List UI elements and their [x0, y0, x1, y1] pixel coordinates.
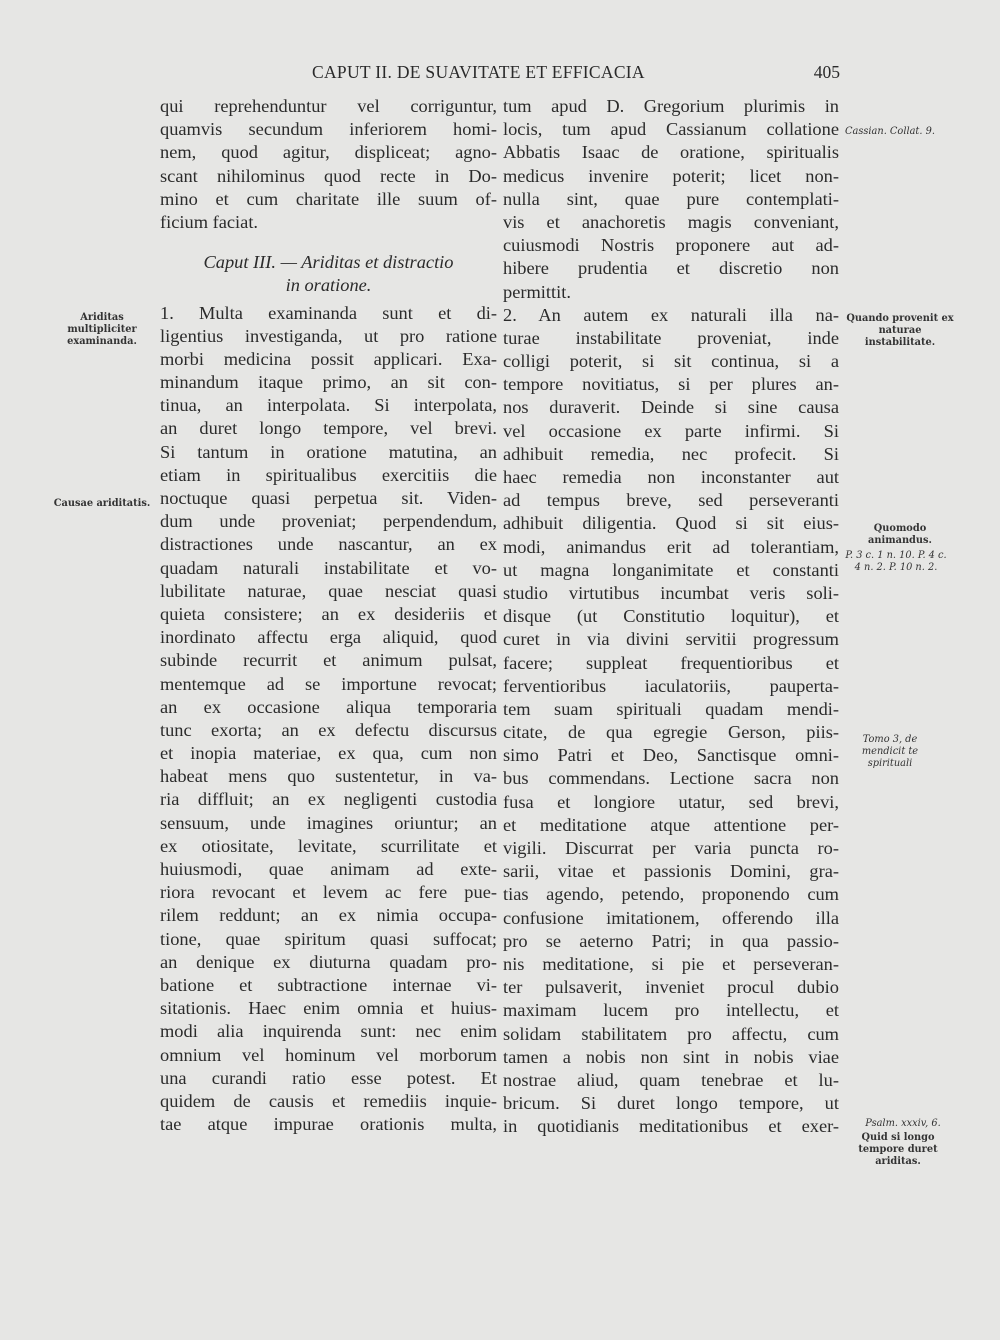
text-line: simo Patri et Deo, Sanctisque omni-	[503, 745, 839, 766]
text-line: scant nihilominus quod recte in Do-	[160, 165, 497, 186]
text-line: haec remedia non inconstanter aut	[503, 467, 839, 487]
text-line: solidam stabilitatem pro affectu, cum	[503, 1023, 839, 1044]
margin-note-causae: Causae ariditatis.	[53, 498, 151, 509]
margin-note-cassian: Cassian. Collat. 9.	[845, 126, 935, 137]
text-line: an duret longo tempore, vel brevi.	[160, 418, 497, 439]
text-line: disque (ut Constitutio loquitur), et	[503, 606, 839, 627]
margin-note-tomo: Tomo 3, de mendicit te spirituali	[861, 734, 919, 769]
text-line: nostrae aliud, quam tenebrae et lu-	[503, 1069, 839, 1090]
text-line: huiusmodi, quae animam ad exte-	[160, 859, 497, 879]
text-line: habeat mens quo sustentetur, in va-	[160, 766, 497, 787]
text-line: Caput III. — Ariditas et distractio	[203, 252, 454, 273]
margin-note-quomodo: Quomodo animandus.	[868, 523, 932, 546]
text-line: medicus invenire poterit; licet non-	[503, 165, 839, 186]
text-line: an ex occasione aliqua temporaria	[160, 696, 497, 717]
text-line: lubilitate naturae, quae nesciat quasi	[160, 580, 497, 601]
text-line: an denique ex diuturna quadam pro-	[160, 951, 497, 972]
text-line: nis meditatione, si pie et perseveran-	[503, 953, 839, 974]
text-line: bricum. Si duret longo tempore, ut	[503, 1093, 839, 1114]
text-line: noctuque quasi perpetua sit. Viden-	[160, 488, 497, 508]
text-line: vigili. Discurrat per varia puncta ro-	[503, 838, 839, 858]
text-line: qui reprehenduntur vel corriguntur,	[160, 96, 497, 116]
text-line: ligentius investiganda, ut pro ratione	[160, 325, 497, 346]
text-line: quidem de causis et remediis inquie-	[160, 1090, 497, 1111]
text-line: confusione imitationem, offerendo illa	[503, 907, 839, 928]
text-line: et meditatione atque attentione per-	[503, 814, 839, 835]
text-line: tem suam spirituali quadam mendi-	[503, 698, 839, 719]
text-line: tamen a nobis non sint in nobis viae	[503, 1046, 839, 1067]
text-line: pro se aeterno Patri; in qua passio-	[503, 930, 839, 951]
text-line: ex otiositate, levitate, scurrilitate et	[160, 835, 497, 856]
text-line: tunc exorta; an ex defectu discursus	[160, 719, 497, 740]
text-line: distractiones unde nascantur, an ex	[160, 534, 497, 555]
text-line: sensuum, unde imagines oriuntur; an	[160, 812, 497, 833]
text-line: facere; suppleat frequentioribus et	[503, 652, 839, 673]
text-line: Si tantum in oratione matutina, an	[160, 441, 497, 462]
text-line	[160, 234, 497, 247]
text-line: modi alia inquirenda sunt: nec enim	[160, 1021, 497, 1042]
text-line: omnium vel hominum vel morborum	[160, 1044, 497, 1065]
text-line: permittit.	[503, 281, 571, 302]
margin-note-references: P. 3 c. 1 n. 10. P. 4 c. 4 n. 2. P. 10 n. 2.	[845, 550, 947, 573]
text-line: quadam naturali instabilitate et vo-	[160, 557, 497, 578]
margin-note-psalm: Psalm. xxxiv, 6.	[865, 1118, 941, 1129]
text-line: sitationis. Haec enim omnia et huius-	[160, 998, 497, 1019]
text-line: studio virtutibus incumbat veris soli-	[503, 582, 839, 603]
text-line: fusa et longiore utatur, sed brevi,	[503, 791, 839, 812]
text-line: nos duraverit. Deinde si sine causa	[503, 397, 839, 418]
margin-note-quid: Quid si longo tempore duret ariditas.	[858, 1132, 938, 1167]
text-line: etiam in spiritualibus exercitiis die	[160, 464, 497, 485]
text-line: cuiusmodi Nostris proponere aut ad-	[503, 235, 839, 256]
right-column	[503, 95, 839, 1138]
text-line: citate, de qua egregie Gerson, piis-	[503, 722, 839, 743]
text-line: adhibuit remedia, nec profecit. Si	[503, 443, 839, 464]
text-line: una curandi ratio esse potest. Et	[160, 1067, 497, 1088]
text-line: ficium faciat.	[160, 211, 259, 232]
text-line: colligi poterit, si sit continua, si a	[503, 351, 839, 372]
text-line: mentemque ad se importune revocat;	[160, 673, 497, 694]
text-line: modi, animandus erit ad tolerantiam,	[503, 536, 839, 557]
text-line: tione, quae spiritum quasi suffocat;	[160, 928, 497, 949]
text-line: rilem reddunt; an ex nimia occupa-	[160, 905, 497, 926]
text-line: tias agendo, petendo, proponendo cum	[503, 884, 839, 905]
running-head	[312, 62, 840, 88]
text-line: mino et cum charitate ille suum of-	[160, 188, 497, 209]
text-line: tinua, an interpolata. Si interpolata,	[160, 395, 497, 416]
page-number: 405	[813, 62, 840, 82]
running-head-title: CAPUT II. DE SUAVITATE ET EFFICACIA	[312, 62, 645, 82]
text-line: vel occasione ex parte infirmi. Si	[503, 420, 839, 441]
text-line: ter pulsaverit, inveniet procul dubio	[503, 977, 839, 998]
text-line: inordinato affectu erga aliquid, quod	[160, 627, 497, 648]
margin-note-ariditas: Ariditas multipliciter examinanda.	[67, 312, 137, 347]
text-line: bus commendans. Lectione sacra non	[503, 768, 839, 789]
text-line: ad tempus breve, sed perseveranti	[503, 490, 839, 511]
text-line: ferventioribus iaculatoriis, pauperta-	[503, 675, 839, 696]
text-line: et inopia materiae, ex qua, cum non	[160, 743, 497, 764]
text-line: 1. Multa examinanda sunt et di-	[160, 302, 497, 323]
text-line: nem, quod agitur, displiceat; agno-	[160, 142, 497, 163]
text-line: quamvis secundum inferiorem homi-	[160, 119, 497, 140]
text-line: turae instabilitate proveniat, inde	[503, 327, 839, 348]
text-line: 2. An autem ex naturali illa na-	[503, 304, 839, 325]
text-line: in quotidianis meditationibus et exer-	[503, 1116, 839, 1137]
text-line: maximam lucem pro intellectu, et	[503, 1000, 839, 1021]
text-line: quieta consistere; an ex desideriis et	[160, 603, 497, 624]
text-line: tae atque impurae orationis multa,	[160, 1114, 497, 1135]
text-line: ut magna longanimitate et constanti	[503, 559, 839, 580]
text-line: curet in via divini servitii progressum	[503, 629, 839, 650]
text-line: adhibuit diligentia. Quod si sit eius-	[503, 513, 839, 534]
text-line: tum apud D. Gregorium plurimis in	[503, 96, 839, 116]
text-line: ria diffluit; an ex negligenti custodia	[160, 789, 497, 810]
text-line: in oratione.	[285, 275, 372, 296]
text-line: vis et anachoretis magis conveniant,	[503, 211, 839, 232]
text-line: morbi medicina possit applicari. Exa-	[160, 348, 497, 369]
text-line: subinde recurrit et animum pulsat,	[160, 650, 497, 671]
text-line: riora revocant et levem ac fere pue-	[160, 882, 497, 903]
text-line: dum unde proveniat; perpendendum,	[160, 511, 497, 532]
text-line: Abbatis Isaac de oratione, spiritualis	[503, 142, 839, 163]
text-line: batione et subtractione internae vi-	[160, 974, 497, 995]
left-column	[160, 95, 497, 1136]
margin-note-quando: Quando provenit ex naturae instabilitate.	[846, 313, 954, 348]
text-line: tempore novitiatus, si per plures an-	[503, 374, 839, 395]
text-line: nulla sint, quae pure contemplati-	[503, 188, 839, 209]
text-line: hibere prudentia et discretio non	[503, 258, 839, 279]
text-line: locis, tum apud Cassianum collatione	[503, 119, 839, 140]
text-line: sarii, vitae et passionis Domini, gra-	[503, 861, 839, 882]
text-line: minandum itaque primo, an sit con-	[160, 372, 497, 393]
